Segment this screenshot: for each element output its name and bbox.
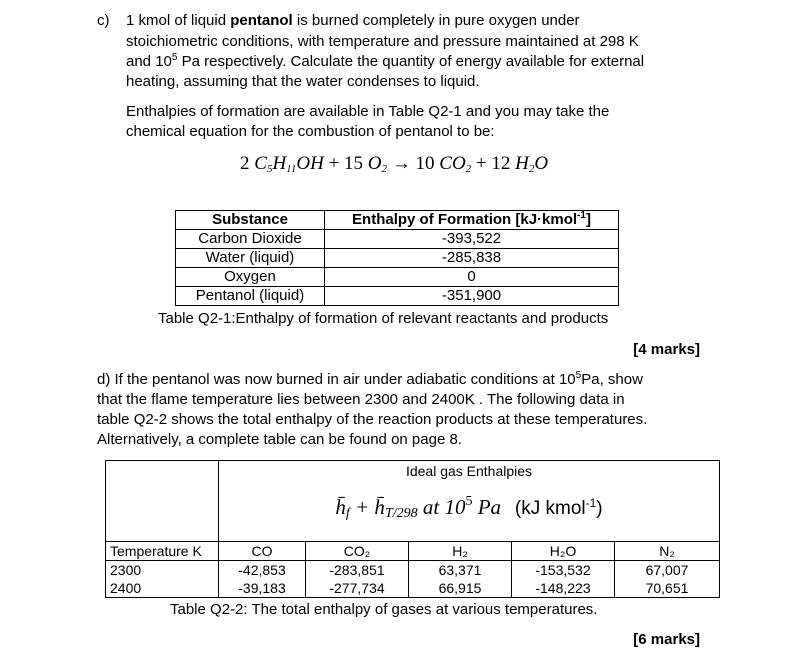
formula-part: Pa <box>472 495 502 519</box>
header-h2o: H₂O <box>512 542 615 561</box>
header-substance: Substance <box>176 211 325 230</box>
table-row <box>176 230 619 249</box>
eq-part: H <box>515 153 529 174</box>
text-run: Pa, show <box>581 371 643 388</box>
eq-sub: 2 <box>528 163 535 175</box>
text-run: d) If the pentanol was now burned in air under adiabatic conditions at 10 <box>97 371 576 388</box>
superscript: 5 <box>575 370 582 381</box>
part-c-line-2: stoichiometric conditions, with temperature and pressure maintained at 298 K <box>126 33 639 50</box>
eq-sub: 2 <box>381 163 388 175</box>
part-c-line-3 <box>126 52 644 72</box>
enthalpy-of-formation-table <box>175 210 619 306</box>
text-run: 1 kmol of liquid <box>126 12 231 29</box>
text-run: (kJ kmol <box>514 498 586 519</box>
formula-part: h̄ <box>335 495 346 519</box>
combustion-equation <box>240 152 548 176</box>
eq-sub: 11 <box>286 163 297 175</box>
value-cell: -42,853 <box>219 561 306 580</box>
value-cell: -277,734 <box>306 579 409 598</box>
value-cell: -351,900 <box>325 287 619 306</box>
formula-part: + h̄ <box>349 495 385 519</box>
header-co2: CO₂ <box>306 542 409 561</box>
eq-part: → 10 <box>387 153 440 174</box>
text-run: ) <box>596 498 603 519</box>
part-c-label: c) <box>97 12 110 29</box>
value-cell: -393,522 <box>325 230 619 249</box>
header-temperature: Temperature K <box>106 542 219 561</box>
eq-part: H <box>272 153 287 174</box>
table-q2-1-caption: Table Q2-1:Enthalpy of formation of relevant reactants and products <box>158 310 609 327</box>
value-cell: 66,915 <box>409 579 512 598</box>
temp-cell: 2300 <box>106 561 219 580</box>
table-row <box>176 287 619 306</box>
eq-part: C <box>254 153 267 174</box>
value-cell: -283,851 <box>306 561 409 580</box>
substance-cell: Oxygen <box>176 268 325 287</box>
eq-part: CO <box>439 153 466 174</box>
part-d-line-4: Alternatively, a complete table can be found on page 8. <box>97 431 462 448</box>
eq-part: 2 <box>240 153 255 174</box>
temp-cell: 2400 <box>106 579 219 598</box>
bold-pentanol: pentanol <box>230 12 293 29</box>
corner-cell <box>106 461 219 542</box>
eq-part: OH <box>296 153 324 174</box>
superscript: -1 <box>577 210 586 221</box>
substance-cell: Water (liquid) <box>176 249 325 268</box>
part-d-line-3: table Q2-2 shows the total enthalpy of the reaction products at these temperatures. <box>97 411 648 428</box>
part-c-marks: [4 marks] <box>633 341 700 358</box>
ideal-gas-enthalpy-table <box>105 460 720 598</box>
text-run: Enthalpy of Formation [kJ·kmol <box>352 211 578 228</box>
table-q2-2-caption: Table Q2-2: The total enthalpy of gases at various temperatures. <box>170 601 598 618</box>
value-cell: -39,183 <box>219 579 306 598</box>
part-d-marks: [6 marks] <box>633 631 700 648</box>
value-cell: -153,532 <box>512 561 615 580</box>
value-cell: 0 <box>325 268 619 287</box>
table-title: Ideal gas Enthalpies <box>405 463 533 479</box>
value-cell: -285,838 <box>325 249 619 268</box>
table-row <box>106 561 720 580</box>
superscript: -1 <box>585 496 597 510</box>
table-row <box>106 579 720 598</box>
table-row <box>176 249 619 268</box>
substance-cell: Carbon Dioxide <box>176 230 325 249</box>
formula-part: at 10 <box>417 495 466 519</box>
eq-part: O <box>534 153 549 174</box>
enthalpy-formula <box>219 494 719 522</box>
part-c-para2-line-1: Enthalpies of formation are available in Table Q2-1 and you may take the <box>126 103 610 120</box>
eq-sub: 5 <box>266 163 273 175</box>
header-h2: H₂ <box>409 542 512 561</box>
text-run: ] <box>585 211 591 228</box>
eq-part: + 15 <box>323 153 368 174</box>
text-run: and 10 <box>126 53 172 70</box>
value-cell: 63,371 <box>409 561 512 580</box>
eq-part: + 12 <box>471 153 516 174</box>
title-cell <box>219 461 720 542</box>
table-title-row <box>106 461 720 542</box>
part-c-line-1 <box>126 11 580 31</box>
table-header-row <box>176 211 619 230</box>
eq-part: O <box>367 153 382 174</box>
part-c-para2-line-2: chemical equation for the combustion of pentanol to be: <box>126 123 495 140</box>
part-d-line-2: that the flame temperature lies between 2300 and 2400K . The following data in <box>97 391 625 408</box>
value-cell: 67,007 <box>615 561 720 580</box>
value-cell: 70,651 <box>615 579 720 598</box>
substance-cell: Pentanol (liquid) <box>176 287 325 306</box>
part-d-line-1 <box>97 370 643 390</box>
part-c-line-4: heating, assuming that the water condenses to liquid. <box>126 73 480 90</box>
header-enthalpy <box>325 211 619 230</box>
eq-sub: 2 <box>465 163 472 175</box>
formula-sup: 5 <box>465 494 473 509</box>
header-n2: N₂ <box>615 542 720 561</box>
formula-units <box>515 498 603 519</box>
superscript: 5 <box>171 52 178 63</box>
header-co: CO <box>219 542 306 561</box>
text-run: is burned completely in pure oxygen under <box>292 12 580 29</box>
text-run: Pa respectively. Calculate the quantity of energy available for external <box>177 53 645 70</box>
value-cell: -148,223 <box>512 579 615 598</box>
formula-sub: T/298 <box>384 506 418 521</box>
formula-sub: f <box>345 506 350 521</box>
table-row <box>176 268 619 287</box>
table-header-row <box>106 542 720 561</box>
